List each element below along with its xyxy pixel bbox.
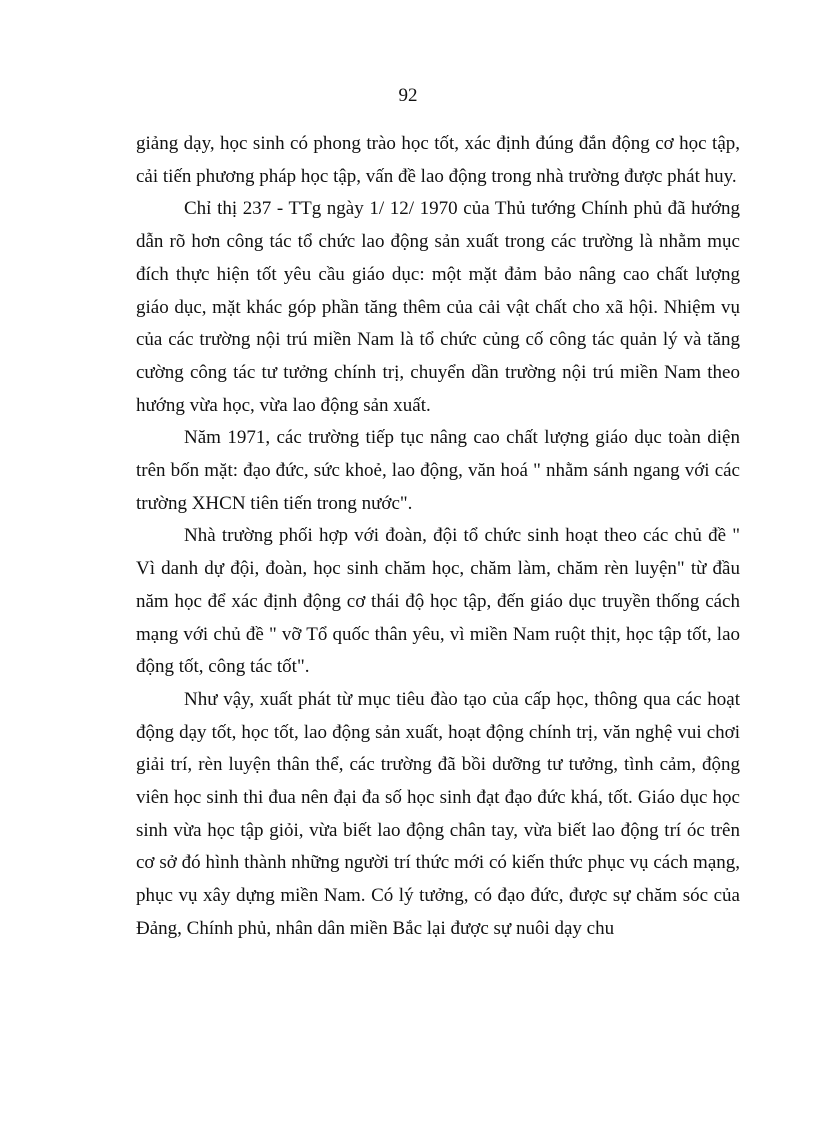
body-text (136, 128, 740, 946)
paragraph-year-1971: Năm 1971, các trường tiếp tục nâng cao chất lượng giáo dục toàn diện trên bốn mặt: đạo đức, sức khoẻ, lao động, văn hoá " nhằm sánh ngang với các trường XHCN tiên tiến trong nước". (136, 427, 740, 514)
paragraph-summary: Như vậy, xuất phát từ mục tiêu đào tạo của cấp học, thông qua các hoạt động dạy tốt, học tốt, lao động sản xuất, hoạt động chính trị, văn nghệ vui chơi giải trí, rèn luyện thân thể, các trường đã bồi dưỡng tư tưởng, tình cảm, động viên học sinh thi đua nên đại đa số học sinh đạt đạo đức khá, tốt. Giáo dục học sinh vừa học tập giỏi, vừa biết lao động chân tay, vừa biết lao động trí óc trên cơ sở đó hình thành những người trí thức mới có kiến thức phục vụ cách mạng, phục vụ xây dựng miền Nam. Có lý tưởng, có đạo đức, được sự chăm sóc của Đảng, Chính phủ, nhân dân miền Bắc lại được sự nuôi dạy chu (136, 688, 740, 939)
paragraph-continuation: giảng dạy, học sinh có phong trào học tốt, xác định đúng đắn động cơ học tập, cải tiến phương pháp học tập, vấn đề lao động trong nhà trường được phát huy. (136, 133, 740, 187)
paragraph-directive-237: Chỉ thị 237 - TTg ngày 1/ 12/ 1970 của Thủ tướng Chính phủ đã hướng dẫn rõ hơn công tác tổ chức lao động sản xuất trong các trường là nhằm mục đích thực hiện tốt yêu cầu giáo dục: một mặt đảm bảo nâng cao chất lượng giáo dục, mặt khác góp phần tăng thêm của cải vật chất cho xã hội. Nhiệm vụ của các trường nội trú miền Nam là tổ chức củng cố công tác quản lý và tăng cường công tác tư tưởng chính trị, chuyển dần trường nội trú miền Nam theo hướng vừa học, vừa lao động sản xuất. (136, 198, 740, 416)
paragraph-school-activities: Nhà trường phối hợp với đoàn, đội tổ chức sinh hoạt theo các chủ đề " Vì danh dự đội, đoàn, học sinh chăm học, chăm làm, chăm rèn luyện" từ đầu năm học để xác định động cơ thái độ học tập, đến giáo dục truyền thống cách mạng với chủ đề " vỡ Tổ quốc thân yêu, vì miền Nam ruột thịt, học tập tốt, lao động tốt, công tác tốt". (136, 525, 740, 678)
page-number: 92 (398, 85, 418, 106)
